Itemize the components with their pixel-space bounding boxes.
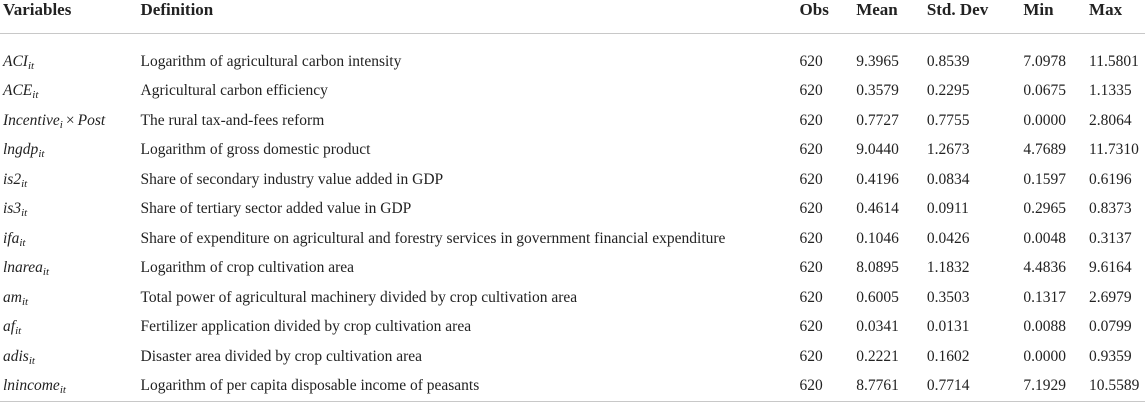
header-row	[0, 0, 1145, 34]
variable-name: lnarea	[3, 259, 43, 277]
max-cell: 9.6164	[1089, 259, 1132, 277]
min-cell: 0.2965	[1023, 200, 1066, 218]
variable-subscript: it	[32, 89, 39, 102]
variable-cell	[0, 254, 141, 284]
variable-cell	[0, 313, 141, 343]
header-obs: Obs	[800, 0, 857, 34]
variable-cell	[0, 77, 141, 107]
definition-cell: Logarithm of crop cultivation area	[140, 259, 355, 277]
mean-cell: 0.4196	[856, 170, 899, 188]
variable-subscript: it	[19, 236, 26, 249]
obs-cell: 620	[799, 170, 823, 188]
max-cell: 0.0799	[1089, 318, 1132, 336]
max-cell: 0.8373	[1089, 200, 1132, 218]
mean-cell: 9.0440	[856, 141, 899, 159]
variable-name: am	[3, 288, 22, 306]
variable-subscript: it	[38, 148, 45, 161]
mean-cell: 0.7727	[856, 111, 899, 129]
obs-cell: 620	[799, 259, 823, 277]
std-dev-cell: 0.7714	[927, 372, 1024, 402]
header-std-dev: Std. Dev	[927, 0, 1024, 34]
variable-subscript: it	[28, 354, 35, 367]
obs-cell: 620	[799, 111, 823, 129]
definition-cell: Agricultural carbon efficiency	[140, 82, 328, 100]
obs-cell: 620	[799, 318, 823, 336]
variable-name: is3	[3, 200, 22, 218]
mean-cell: 8.7761	[856, 372, 927, 402]
std-dev-cell: 0.1602	[926, 347, 970, 365]
definition-cell: Logarithm of agricultural carbon intensity	[140, 52, 402, 70]
table-row	[0, 372, 1145, 402]
variable-extra: Post	[77, 111, 106, 129]
variable-name: adis	[3, 347, 29, 365]
table-header	[0, 0, 1145, 47]
variable-subscript: it	[21, 207, 28, 220]
table-body	[0, 47, 1145, 402]
variable-cell	[0, 47, 141, 77]
variable-subscript: it	[42, 266, 50, 279]
header-variables: Variables	[0, 0, 141, 34]
obs-cell: 620	[799, 229, 823, 247]
variable-operator: ×	[65, 111, 75, 129]
min-cell: 0.0088	[1023, 318, 1066, 336]
table-row	[0, 77, 1145, 107]
obs-cell: 620	[799, 200, 823, 218]
max-cell: 10.5589	[1089, 372, 1145, 402]
variable-name: lngdp	[3, 141, 39, 159]
min-cell: 4.4836	[1023, 259, 1066, 277]
variable-subscript: it	[15, 325, 22, 338]
max-cell: 0.9359	[1089, 347, 1132, 365]
variable-subscript: i	[59, 118, 63, 131]
variable-cell	[0, 165, 141, 195]
variable-name: af	[3, 318, 16, 336]
variable-name: ACI	[3, 52, 28, 70]
std-dev-cell: 0.8539	[926, 52, 970, 70]
obs-cell: 620	[800, 372, 857, 402]
min-cell: 0.1597	[1023, 170, 1066, 188]
header-spacer	[0, 34, 1145, 48]
mean-cell: 0.6005	[856, 288, 899, 306]
variable-subscript: it	[27, 59, 35, 72]
min-cell: 0.0000	[1023, 347, 1066, 365]
mean-cell: 0.2221	[856, 347, 899, 365]
min-cell: 7.0978	[1023, 52, 1066, 70]
table-row	[0, 283, 1145, 313]
definition-cell: Share of tertiary sector added value in GDP	[140, 200, 412, 218]
obs-cell: 620	[799, 52, 823, 70]
mean-cell: 0.0341	[856, 318, 899, 336]
min-cell: 4.7689	[1023, 141, 1066, 159]
table-row	[0, 224, 1145, 254]
variable-subscript: it	[21, 177, 28, 190]
variable-subscript: it	[59, 384, 66, 397]
max-cell: 2.8064	[1089, 111, 1132, 129]
mean-cell: 0.1046	[856, 229, 899, 247]
std-dev-cell: 0.3503	[926, 288, 970, 306]
obs-cell: 620	[799, 82, 823, 100]
std-dev-cell: 1.1832	[926, 259, 970, 277]
std-dev-cell: 0.0911	[926, 200, 969, 218]
std-dev-cell: 0.0834	[926, 170, 970, 188]
table-row	[0, 136, 1145, 166]
obs-cell: 620	[799, 347, 823, 365]
variable-cell	[0, 372, 141, 402]
header-mean: Mean	[856, 0, 927, 34]
table-row	[0, 106, 1145, 136]
max-cell: 11.7310	[1089, 141, 1139, 159]
mean-cell: 0.4614	[856, 200, 899, 218]
variable-cell	[0, 136, 141, 166]
mean-cell: 0.3579	[856, 82, 899, 100]
variable-cell	[0, 195, 141, 225]
table-row	[0, 342, 1145, 372]
mean-cell: 8.0895	[856, 259, 899, 277]
definition-cell: The rural tax-and-fees reform	[140, 111, 325, 129]
variable-cell	[0, 283, 141, 313]
min-cell: 0.0675	[1023, 82, 1066, 100]
variable-name: lnincome	[3, 377, 60, 395]
std-dev-cell: 0.0131	[926, 318, 970, 336]
min-cell: 0.1317	[1023, 288, 1066, 306]
std-dev-cell: 0.7755	[926, 111, 970, 129]
std-dev-cell: 0.2295	[926, 82, 970, 100]
table-row	[0, 195, 1145, 225]
obs-cell: 620	[799, 288, 823, 306]
header-max: Max	[1089, 0, 1145, 34]
min-cell: 0.0000	[1023, 111, 1066, 129]
variable-subscript: it	[21, 295, 29, 308]
std-dev-cell: 0.0426	[926, 229, 970, 247]
obs-cell: 620	[799, 141, 823, 159]
definition-cell: Share of expenditure on agricultural and forestry services in government financial expenditure	[140, 229, 726, 247]
definition-cell: Disaster area divided by crop cultivation area	[140, 347, 422, 365]
mean-cell: 9.3965	[856, 52, 899, 70]
max-cell: 0.6196	[1089, 170, 1132, 188]
variable-name: ifa	[3, 229, 20, 247]
definition-cell: Total power of agricultural machinery divided by crop cultivation area	[140, 288, 578, 306]
definition-cell: Logarithm of per capita disposable income of peasants	[141, 372, 800, 402]
header-definition: Definition	[141, 0, 800, 34]
max-cell: 0.3137	[1089, 229, 1132, 247]
variable-cell	[0, 342, 141, 372]
max-cell: 2.6979	[1089, 288, 1132, 306]
min-cell: 0.0048	[1023, 229, 1066, 247]
min-cell: 7.1929	[1023, 372, 1089, 402]
std-dev-cell: 1.2673	[926, 141, 970, 159]
variable-name: Incentive	[3, 111, 60, 129]
definition-cell: Fertilizer application divided by crop cultivation area	[140, 318, 472, 336]
definition-cell: Share of secondary industry value added in GDP	[140, 170, 444, 188]
max-cell: 1.1335	[1089, 82, 1132, 100]
variable-name: is2	[3, 170, 22, 188]
header-min: Min	[1023, 0, 1089, 34]
definition-cell: Logarithm of gross domestic product	[140, 141, 371, 159]
max-cell: 11.5801	[1089, 52, 1139, 70]
table-row	[0, 313, 1145, 343]
variable-cell	[0, 106, 141, 136]
variable-cell	[0, 224, 141, 254]
table-row	[0, 47, 1145, 77]
table-row	[0, 165, 1145, 195]
table-row	[0, 254, 1145, 284]
variable-name: ACE	[3, 82, 33, 100]
